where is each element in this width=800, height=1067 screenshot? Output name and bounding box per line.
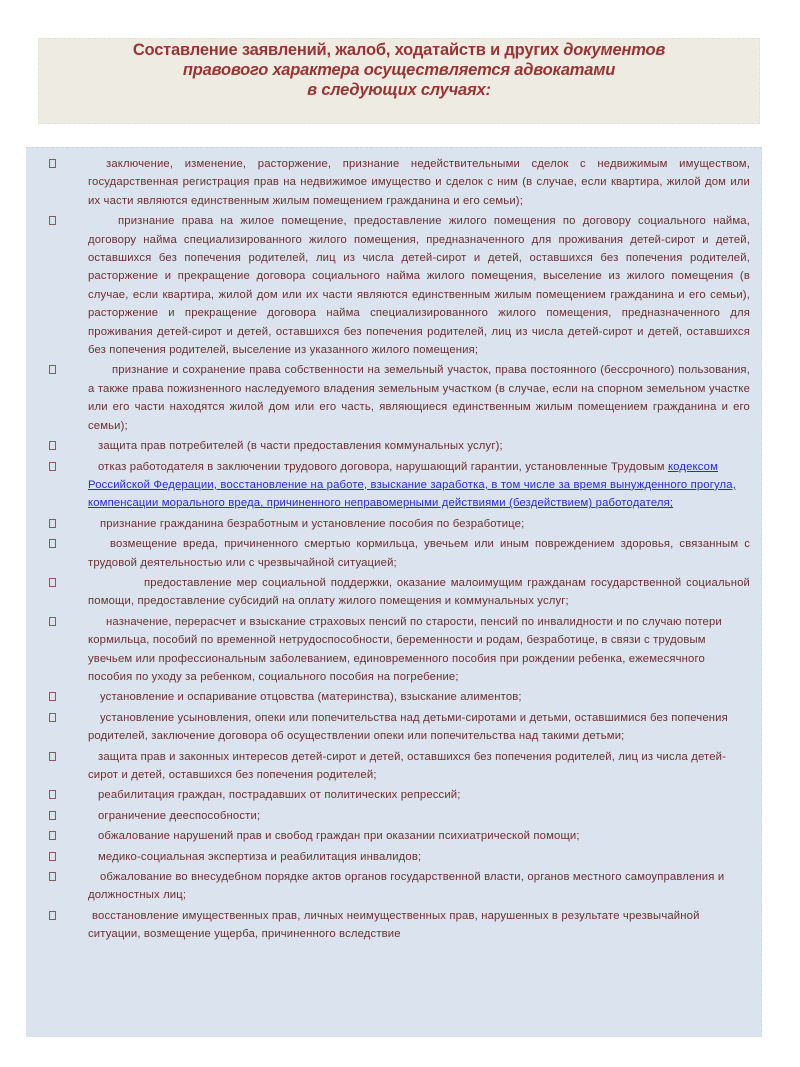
list-item xyxy=(0,807,800,825)
item-text: установление и оспаривание отцовства (материнства), взыскание алиментов; xyxy=(100,691,522,704)
bullet-icon xyxy=(49,519,56,528)
list-item xyxy=(0,827,800,845)
bullet-icon xyxy=(49,462,56,471)
title-box xyxy=(38,38,760,124)
title-line-1 xyxy=(39,40,759,60)
title-line-1-italic: документов xyxy=(563,41,666,59)
list-item xyxy=(0,535,800,572)
list-item xyxy=(0,868,800,905)
bullet-icon xyxy=(49,617,56,626)
bullet-icon xyxy=(49,872,56,881)
item-text: установление усыновления, опеки или попечительства над детьми-сиротами и детьми, оставшимися без попечения родителей, заключение договора об осуществлении опеки или попечительства над такими детьми; xyxy=(88,711,728,743)
item-text: назначение, перерасчет и взыскание страховых пенсий по старости, пенсий по инвалидности и по случаю потери кормильца, пособий по временной нетрудоспособности, беременности и родам, безработице, в связи с трудовым увечьем или профессиональным заболеванием, единовременного пособия при рождении ребенка, ежемесячного пособия по уходу за ребенком, социального пособия на погребение; xyxy=(88,615,722,683)
bullet-icon xyxy=(49,831,56,840)
list-item xyxy=(0,688,800,706)
bullet-icon xyxy=(49,365,56,374)
list-item xyxy=(0,458,800,513)
item-text: восстановление имущественных прав, личных неимущественных прав, нарушенных в результате чрезвычайной ситуации, возмещение ущерба, причиненного вследствие xyxy=(88,909,700,941)
item-text: предоставление мер социальной поддержки, оказание малоимущим гражданам государственной социальной помощи, предоставление субсидий на оплату жилого помещения и коммунальных услуг; xyxy=(88,576,750,608)
item-text: медико-социальная экспертиза и реабилитация инвалидов; xyxy=(98,850,422,863)
list-item xyxy=(0,361,800,435)
item-text: ограничение дееспособности; xyxy=(98,809,261,822)
list-item xyxy=(0,613,800,687)
list-item xyxy=(0,515,800,533)
bullet-icon xyxy=(49,216,56,225)
cases-list xyxy=(0,155,800,946)
list-item xyxy=(0,709,800,746)
bullet-icon xyxy=(49,441,56,450)
list-item xyxy=(0,907,800,944)
bullet-icon xyxy=(49,811,56,820)
bullet-icon xyxy=(49,852,56,861)
item-text: обжалование во внесудебном порядке актов органов государственной власти, органов местного самоуправления и должностных лиц; xyxy=(88,871,725,902)
item-text: защита прав потребителей (в части предоставления коммунальных услуг); xyxy=(98,440,503,453)
bullet-icon xyxy=(49,159,56,168)
bullet-icon xyxy=(49,578,56,587)
list-item xyxy=(0,437,800,455)
item-text: защита прав и законных интересов детей-сирот и детей, оставшихся без попечения родителей, лиц из числа детей-сирот и детей, оставшихся без попечения родителей; xyxy=(88,750,727,781)
list-item xyxy=(0,212,800,359)
item-text: признание права на жилое помещение, предоставление жилого помещения по договору социального найма, договору найма специализированного жилого помещения, предназначенного для проживания детей-сирот и детей, оставшихся без попечения родителей, лиц из числа детей-сирот и детей, оставшихся без попечения родителей, расторжение и прекращение договора социального найма жилого помещения, выселение из жилого помещения (в случае, если квартира, жилой дом или их части являются единственным жилым помещением гражданина и его семьи), расторжение и прекращение договора найма специализированного жилого помещения, предназначенного для проживания детей-сирот и детей, оставшихся без попечения родителей, лиц из числа детей-сирот и детей, оставшихся без попечения родителей, выселение из указанного жилого помещения; xyxy=(88,215,750,357)
title-line-1-regular: Составление заявлений, жалоб, ходатайств и других xyxy=(132,41,564,59)
title-line-2: правового характера осуществляется адвокатами xyxy=(182,61,616,79)
list-item xyxy=(0,574,800,611)
item-text: заключение, изменение, расторжение, признание недействительными сделок с недвижимым имуществом, государственная регистрация прав на недвижимое имущество и сделок с ним (в случае, если квартира, жилой дом или их части являются единственным жилым помещением гражданина и его семьи); xyxy=(88,158,750,207)
item-text: отказ работодателя в заключении трудового договора, нарушающий гарантии, установленные Трудовым xyxy=(98,460,668,473)
item-text: признание гражданина безработным и установление пособия по безработице; xyxy=(100,517,525,530)
bullet-icon xyxy=(49,911,56,920)
list-item xyxy=(0,748,800,785)
title-line-3: в следующих случаях: xyxy=(307,81,491,99)
bullet-icon xyxy=(49,790,56,799)
item-text: реабилитация граждан, пострадавших от политических репрессий; xyxy=(98,789,461,802)
bullet-icon xyxy=(49,713,56,722)
item-text: признание и сохранение права собственности на земельный участок, права постоянного (бессрочного) пользования, а также права пожизненного наследуемого владения земельным участком (в случае, если на спорном земельном участке или его части находятся жилой дом или его часть, являющиеся единственным жилым помещением гражданина и его семьи); xyxy=(88,364,750,432)
bullet-icon xyxy=(49,539,56,548)
bullet-icon xyxy=(49,752,56,761)
list-item xyxy=(0,848,800,866)
list-item xyxy=(0,786,800,804)
item-text: обжалование нарушений прав и свобод граждан при оказании психиатрической помощи; xyxy=(98,830,580,843)
bullet-icon xyxy=(49,692,56,701)
list-item xyxy=(0,155,800,210)
labor-code-link[interactable]: кодексом Российской Федерации, восстановление на работе, взыскание заработка, в том числе за время вынужденного прогула, компенсации морального вреда, причиненного неправомерными действиями (бездействием) работодателя; xyxy=(88,460,736,510)
item-text: возмещение вреда, причиненного смертью кормильца, увечьем или иным повреждением здоровья, связанным с трудовой деятельностью или с чрезвычайной ситуацией; xyxy=(88,538,750,569)
